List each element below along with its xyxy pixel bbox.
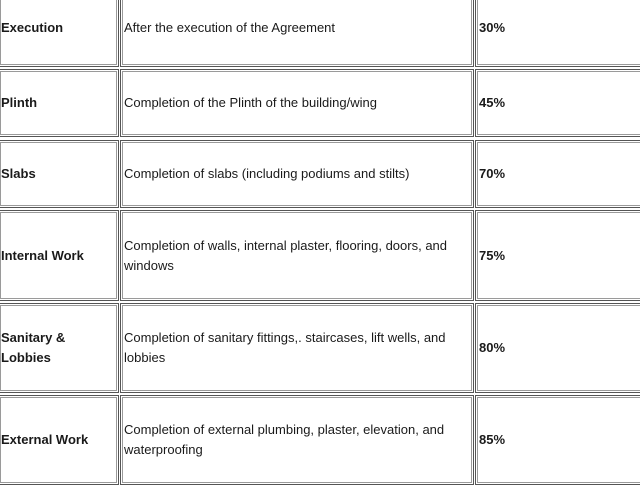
percent-value: 30% bbox=[479, 19, 506, 35]
percent-value: 45% bbox=[479, 95, 506, 110]
description-text: Completion of slabs (including podiums and stilts) bbox=[124, 166, 410, 181]
stage-cell bbox=[0, 395, 119, 485]
description-cell bbox=[120, 303, 474, 393]
description-text: After the execution of the Agreement bbox=[124, 19, 336, 35]
stage-cell bbox=[0, 140, 119, 208]
stage-cell bbox=[0, 303, 119, 393]
description-text: Completion of the Plinth of the building/wing bbox=[124, 95, 377, 110]
percent-cell bbox=[475, 140, 640, 208]
percent-cell bbox=[475, 210, 640, 301]
percent-value: 80% bbox=[479, 340, 506, 355]
percent-cell bbox=[475, 0, 640, 67]
percent-value: 85% bbox=[479, 432, 506, 447]
stage-label: Slabs bbox=[1, 166, 36, 181]
description-cell bbox=[120, 210, 474, 301]
stage-label: Internal Work bbox=[1, 247, 84, 263]
stage-label: External Work bbox=[1, 432, 89, 447]
percent-value: 70% bbox=[479, 166, 506, 181]
stage-label: Plinth bbox=[1, 95, 38, 110]
description-cell bbox=[120, 140, 474, 208]
stage-cell bbox=[0, 69, 119, 137]
description-cell bbox=[120, 69, 474, 137]
description-text: Completion of external plumbing, plaster, elevation, and waterproofing bbox=[124, 422, 445, 457]
percent-cell bbox=[475, 69, 640, 137]
percent-cell bbox=[475, 303, 640, 393]
description-text: Completion of walls, internal plaster, flooring, doors, and windows bbox=[124, 237, 448, 273]
percent-value: 75% bbox=[479, 247, 506, 263]
stage-cell bbox=[0, 0, 119, 67]
stage-cell bbox=[0, 210, 119, 301]
description-cell bbox=[120, 395, 474, 485]
stage-label: Sanitary & Lobbies bbox=[1, 330, 66, 365]
stage-label: Execution bbox=[1, 19, 64, 35]
description-cell bbox=[120, 0, 474, 67]
description-text: Completion of sanitary fittings,. staircases, lift wells, and lobbies bbox=[124, 330, 446, 365]
percent-cell bbox=[475, 395, 640, 485]
